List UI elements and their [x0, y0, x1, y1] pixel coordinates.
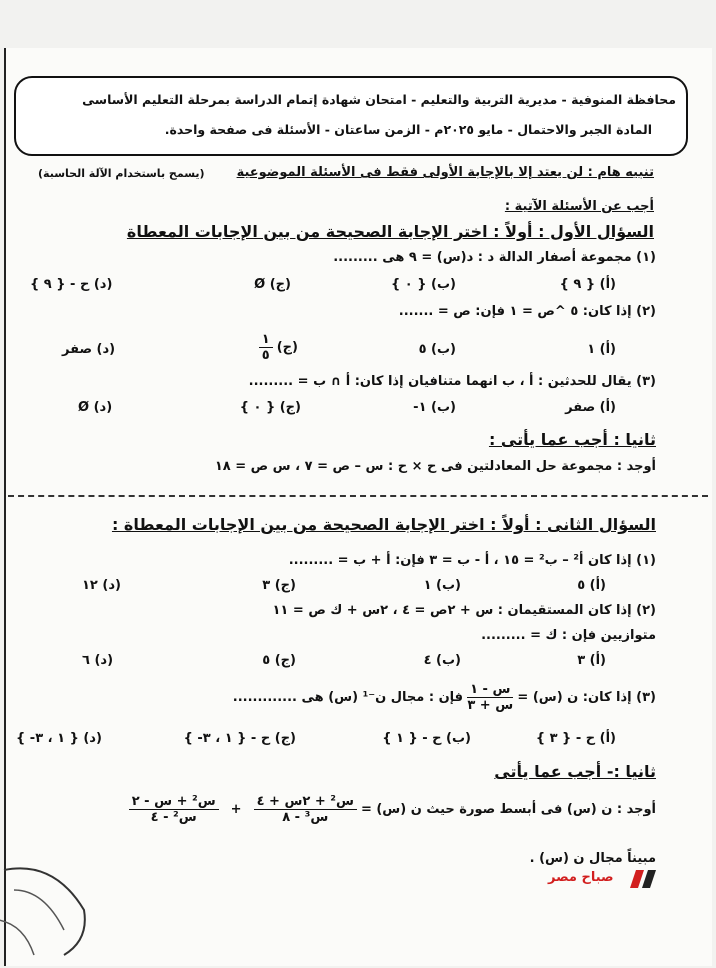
q1-item2-option-c[interactable] [255, 332, 298, 363]
section-divider [8, 495, 708, 497]
important-notice: تنبيه هام : لن يعتد إلا بالإجابة الأولى فقط فى الأسئلة الموضوعية [236, 165, 654, 180]
q2-item3-option-b[interactable]: (ب) ح - { ١ } [382, 731, 471, 746]
q2-part2-question [125, 794, 656, 825]
q1-item2-option-c-fraction [259, 332, 273, 363]
header-line-1: محافظة المنوفية - مديرية التربية والتعليم - امتحان شهادة إتمام الدراسة بمرحلة التعليم الأساسى [82, 92, 676, 107]
q2-item3-option-d[interactable]: (د) { ١ ، ٣- } [16, 731, 102, 746]
q1-item3-option-c[interactable]: (ج) { ٠ } [239, 400, 301, 415]
q1-item1-option-d[interactable]: (د) ح - { ٩ } [30, 277, 113, 292]
q1-item3-stem: (٣) يقال للحدثين : أ ، ب انهما متنافيان إذا كان: أ ∩ ب = ......... [248, 374, 656, 389]
fraction-denominator: ٥ [261, 348, 270, 363]
q2-item1-option-b[interactable]: (ب) ١ [423, 578, 461, 593]
site-logo [548, 868, 660, 890]
q1-item1-stem: (١) مجموعة أصفار الدالة د : د(س) = ٩ هى ......... [333, 250, 656, 265]
answer-following: أجب عن الأسئلة الآتية : [504, 199, 654, 214]
fraction-numerator: س² + س - ٢ [129, 794, 219, 810]
q1-item1-option-c[interactable]: (ج) Ø [254, 277, 291, 292]
fraction-numerator: ١ [259, 332, 273, 348]
q2-item2-option-b[interactable]: (ب) ٤ [423, 653, 461, 668]
q2-part2-fraction-2 [129, 794, 219, 825]
q2-item1-option-d[interactable]: (د) ١٢ [82, 578, 121, 593]
q2-item3-option-a[interactable]: (أ) ح - { ٣ } [535, 731, 616, 746]
q1-item2-stem: (٢) إذا كان: ٥ ^ص = ١ فإن: ص = ....... [398, 304, 656, 319]
q1-item2-option-d[interactable]: (د) صفر [62, 342, 116, 357]
q2-item2-option-d[interactable]: (د) ٦ [82, 653, 114, 668]
q2-item3-stem-a: (٣) إذا كان: ن (س) = [517, 690, 656, 705]
q2-item3-stem-b: فإن : مجال ن⁻¹ (س) هى ............. [232, 690, 464, 705]
q2-item2-option-a[interactable]: (أ) ٣ [577, 653, 606, 668]
stamp-icon [0, 850, 94, 960]
q1-item2-option-a[interactable]: (أ) ١ [587, 342, 616, 357]
q2-part2-text-b: مبيناً مجال ن (س) . [529, 851, 656, 866]
q1-item2-option-c-label: (ج) [276, 340, 298, 355]
q2-title: السؤال الثانى : أولاً : اختر الإجابة الصحيحة من بين الإجابات المعطاة : [111, 515, 656, 534]
q2-item2-stem2: متوازيين فإن : ك = ......... [481, 628, 656, 643]
exam-paper [4, 48, 712, 966]
q2-item1-option-a[interactable]: (أ) ٥ [577, 578, 606, 593]
q1-item1-option-a[interactable]: (أ) { ٩ } [559, 277, 616, 292]
q2-item2-stem: (٢) إذا كان المستقيمان : س + ٢ص = ٤ ، ٢س + ك ص = ١١ [272, 603, 656, 618]
exam-header [14, 76, 688, 156]
q2-item2-option-c[interactable]: (ج) ٥ [262, 653, 296, 668]
q1-item2-option-b[interactable]: (ب) ٥ [418, 342, 456, 357]
brand-text: صباح مصر [548, 870, 614, 885]
q1-title: السؤال الأول : أولاً : اختر الإجابة الصحيحة من بين الإجابات المعطاة [126, 222, 654, 241]
q1-part2-title: ثانيا : أجب عما يأتى : [488, 430, 656, 449]
q1-part2-text: أوجد : مجموعة حل المعادلتين فى ح × ح : س – ص = ٧ ، س ص = ١٨ [214, 459, 656, 474]
q2-item3-stem [233, 682, 656, 713]
q2-item3-option-c[interactable]: (ج) ح - { ١ ، ٣- } [183, 731, 296, 746]
q1-item3-option-d[interactable]: (د) Ø [78, 400, 113, 415]
fraction-numerator: س² + ٢س + ٤ [254, 794, 357, 810]
fraction-denominator: س² - ٤ [150, 810, 197, 825]
q2-part2-title: ثانيا :- أجب عما يأتى [494, 762, 656, 781]
q2-item1-option-c[interactable]: (ج) ٣ [262, 578, 296, 593]
calculator-note: (يسمح باستخدام الآلة الحاسبة) [38, 167, 205, 180]
fraction-denominator: س³ - ٨ [282, 810, 329, 825]
q2-part2-fraction-1 [254, 794, 357, 825]
fraction-denominator: س + ٣ [467, 698, 514, 713]
q1-item3-option-b[interactable]: (ب) ١- [413, 400, 456, 415]
q2-item3-fraction [467, 682, 513, 713]
plus-sign: + [230, 802, 242, 817]
fraction-numerator: س - ١ [467, 682, 513, 698]
q2-part2-text-a: أوجد : ن (س) فى أبسط صورة حيث ن (س) = [360, 802, 656, 817]
q1-item1-option-b[interactable]: (ب) { ٠ } [391, 277, 456, 292]
q2-item1-stem: (١) إذا كان أ² – ب² = ١٥ ، أ - ب = ٣ فإن: أ + ب = ......... [288, 553, 656, 568]
header-line-2: المادة الجبر والاحتمال - مايو ٢٠٢٥م - الزمن ساعتان - الأسئلة فى صفحة واحدة. [164, 122, 652, 137]
q1-item3-option-a[interactable]: (أ) صفر [565, 400, 616, 415]
